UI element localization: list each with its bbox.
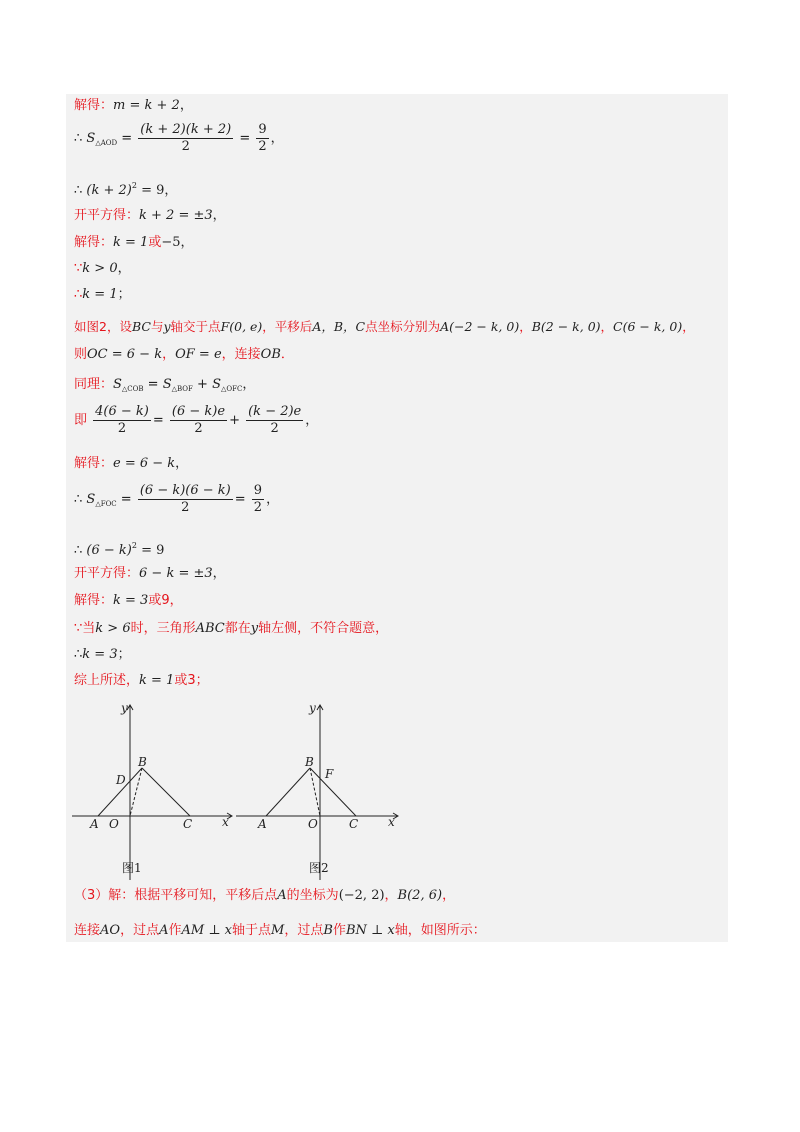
line-13: ∴ $S_{\triangle FOC}$ = $\frac{(6 - k)(6 - k)}{2}$ = $\frac{9}{2}$ ，	[74, 483, 280, 515]
point-f-label: F	[325, 767, 334, 781]
line-14	[74, 537, 164, 560]
therefore-symbol: ∴	[74, 492, 83, 507]
value: 9	[161, 593, 170, 608]
coordinate-a: (−2, 2)	[338, 888, 385, 903]
text: 轴，如图所示：	[394, 923, 486, 938]
y-symbol: y	[163, 319, 171, 334]
area-symbol: S	[86, 131, 96, 146]
segment-ob: OB	[260, 347, 281, 362]
y-symbol: y	[250, 621, 259, 636]
therefore-symbol: ∴	[74, 647, 83, 662]
text: 轴左侧，不符合题意	[258, 621, 376, 636]
line-20: （3）解：根据平移可知，平移后点A的坐标为(−2, 2)，B(2, 6)，	[74, 888, 456, 903]
exponent: 2	[131, 181, 137, 190]
segment-ao: AO	[100, 923, 121, 938]
equation: k = 3	[82, 647, 118, 662]
therefore-symbol: ∴	[74, 287, 83, 302]
point-o-label: O	[109, 817, 119, 831]
equation: k = 1	[113, 235, 149, 250]
fraction: $\frac{9}{2}$	[258, 122, 267, 154]
text: 时，三角形	[130, 621, 196, 636]
point-b: B	[323, 923, 333, 938]
segment-bc: BC	[131, 319, 151, 334]
area-subscript: △BOF	[171, 385, 193, 393]
line-19: 综上所述，k = 1或3；	[74, 673, 209, 688]
segment-ob	[310, 768, 320, 816]
line-17: ∵当k > 6时，三角形ABC都在y轴左侧，不符合题意，	[74, 621, 389, 636]
text: 轴交于点	[170, 319, 221, 334]
therefore-symbol: ∴	[74, 543, 83, 558]
text: 作	[332, 923, 346, 938]
value: 3	[187, 673, 196, 688]
equation: k = 3	[113, 593, 149, 608]
point-o-label: O	[308, 817, 318, 831]
y-label: y	[121, 701, 128, 715]
point-b-label: B	[138, 755, 147, 769]
point-b-label: B	[305, 755, 314, 769]
line-3: ∴ $(k + 2)^2 = 9$，	[74, 181, 178, 198]
base: (6 − k)	[86, 543, 132, 558]
label: 同理：	[74, 377, 114, 392]
point-a-label: A	[90, 817, 99, 831]
value: −5	[161, 235, 181, 250]
fraction: $\frac{(6 - k)(6 - k)}{2}$	[139, 483, 231, 515]
label: 开平方得：	[74, 566, 140, 581]
exponent: 2	[131, 541, 137, 550]
figure-1-caption: 图1	[122, 861, 142, 875]
equation: m = k + 2	[113, 98, 180, 113]
line-4: 开平方得：k + 2 = ±3，	[74, 208, 226, 223]
perpendicular-bn: BN ⊥ x	[345, 923, 395, 938]
text: 的坐标为	[286, 888, 339, 903]
text: 2	[99, 319, 107, 334]
text: ，过点	[284, 923, 324, 938]
point-a: A	[277, 888, 287, 903]
area-symbol: S	[212, 377, 221, 392]
text: （3）解：根据平移可知，平移后点	[74, 888, 278, 903]
line-9: 则OC = 6 − k，OF = e，连接OB．	[74, 347, 294, 362]
condition: k > 6	[95, 621, 131, 636]
text: 点坐标分别为	[365, 319, 441, 334]
line-2: ∴ $S_{\triangle AOD}$ = $\frac{(k + 2)(k + 2)}{2}$ = $\frac{9}{2}$ ，	[74, 122, 284, 154]
point-a-label: A	[258, 817, 267, 831]
condition: k > 0	[82, 261, 118, 276]
equation: OC = 6 − k	[87, 347, 163, 362]
label: 即	[74, 413, 88, 428]
text: ，连接	[221, 347, 261, 362]
or-word: 或	[174, 673, 188, 688]
line-11: 即 $\frac{4(6 - k)}{2}$ = $\frac{(6 - k)e}{2}$ + $\frac{(k - 2)e}{2}$ ，	[74, 404, 319, 436]
point-f: F(0, e)	[220, 319, 263, 334]
label: 开平方得：	[74, 208, 140, 223]
fraction: $\frac{(k + 2)(k + 2)}{2}$	[140, 122, 232, 154]
equation: e = 6 − k	[113, 456, 176, 471]
equation: k + 2 = ±3	[139, 208, 213, 223]
x-label: x	[388, 815, 395, 829]
segment-bc	[142, 768, 190, 816]
fraction: $\frac{9}{2}$	[253, 483, 263, 515]
point-a: A(−2 − k, 0)	[440, 319, 520, 334]
area-subscript: △COB	[121, 385, 144, 393]
text: 都在	[224, 621, 251, 636]
text: ，设	[106, 319, 132, 334]
text: 当	[82, 621, 96, 636]
point-b: B(2 − k, 0)	[531, 319, 601, 334]
line-8: 如图2，设BC与y轴交于点F(0, e)，平移后A，B，C点坐标分别为A(−2 − k, 0)，B(2 − k, 0)，C(6 − k, 0)，	[74, 319, 695, 334]
coordinate-b: B(2, 6)	[397, 888, 443, 903]
line-1: 解得：m = k + 2，	[74, 98, 193, 113]
label: 解得：	[74, 593, 114, 608]
x-label: x	[222, 815, 229, 829]
area-symbol: S	[162, 377, 172, 392]
or-word: 或	[148, 593, 162, 608]
area-subscript: △OFC	[220, 385, 243, 393]
perpendicular-am: AM ⊥ x	[181, 923, 233, 938]
base: (k + 2)	[86, 183, 132, 198]
or-word: 或	[148, 235, 162, 250]
equation-rest: = 9	[141, 543, 165, 558]
label: 综上所述，	[74, 673, 140, 688]
equation: k = 1	[139, 673, 175, 688]
point-m: M	[271, 923, 285, 938]
equation: OF = e	[175, 347, 222, 362]
area-symbol: S	[113, 377, 122, 392]
segment-ab	[266, 768, 310, 816]
line-15: 开平方得：6 − k = ±3，	[74, 566, 226, 581]
area-subscript: △AOD	[95, 139, 118, 147]
fraction: $\frac{4(6 - k)}{2}$	[95, 404, 149, 436]
area-symbol: S	[86, 492, 96, 507]
line-16: 解得：k = 3或9，	[74, 593, 183, 608]
label: 解得：	[74, 98, 114, 113]
y-label: y	[309, 701, 316, 715]
equation: 6 − k = ±3	[139, 566, 213, 581]
label: 解得：	[74, 456, 114, 471]
point-a: A	[159, 923, 169, 938]
fraction: $\frac{(6 - k)e}{2}$	[171, 404, 226, 436]
line-10: 同理：$S_{\triangle COB} = S_{\triangle BOF} + S_{\triangle OFC}$，	[74, 377, 256, 393]
text: 轴于点	[232, 923, 272, 938]
line-18: ∴k = 3；	[74, 647, 131, 662]
line-6: ∵k > 0，	[74, 261, 131, 276]
because-symbol: ∵	[74, 261, 83, 276]
text: ，平移后	[262, 319, 313, 334]
line-12: 解得：e = 6 − k，	[74, 456, 189, 471]
area-subscript: △FOC	[95, 500, 117, 508]
text: 如图	[74, 319, 100, 334]
point-c-label: C	[349, 817, 359, 831]
equation-rest: = 9	[141, 183, 165, 198]
therefore-symbol: ∴	[74, 131, 83, 146]
points-abc: A，B，C	[312, 319, 366, 334]
line-7: ∴k = 1；	[74, 287, 131, 302]
line-21	[74, 922, 486, 940]
figure-2	[236, 700, 406, 885]
point-d-label: D	[116, 773, 126, 787]
figure-2-caption: 图2	[309, 861, 329, 875]
text: 作	[168, 923, 182, 938]
because-symbol: ∵	[74, 621, 83, 636]
text: 则	[74, 347, 88, 362]
equation: k = 1	[82, 287, 118, 302]
text: 与	[150, 319, 164, 334]
fraction: $\frac{(k - 2)e}{2}$	[248, 404, 302, 436]
line-5: 解得：k = 1或−5，	[74, 235, 194, 250]
point-c: C(6 − k, 0)	[613, 319, 683, 334]
therefore-symbol: ∴	[74, 183, 83, 198]
point-c-label: C	[183, 817, 193, 831]
text: ，过点	[120, 923, 160, 938]
label: 解得：	[74, 235, 114, 250]
text: 连接	[74, 923, 101, 938]
triangle-abc: ABC	[195, 621, 225, 636]
figure-1	[72, 700, 242, 885]
